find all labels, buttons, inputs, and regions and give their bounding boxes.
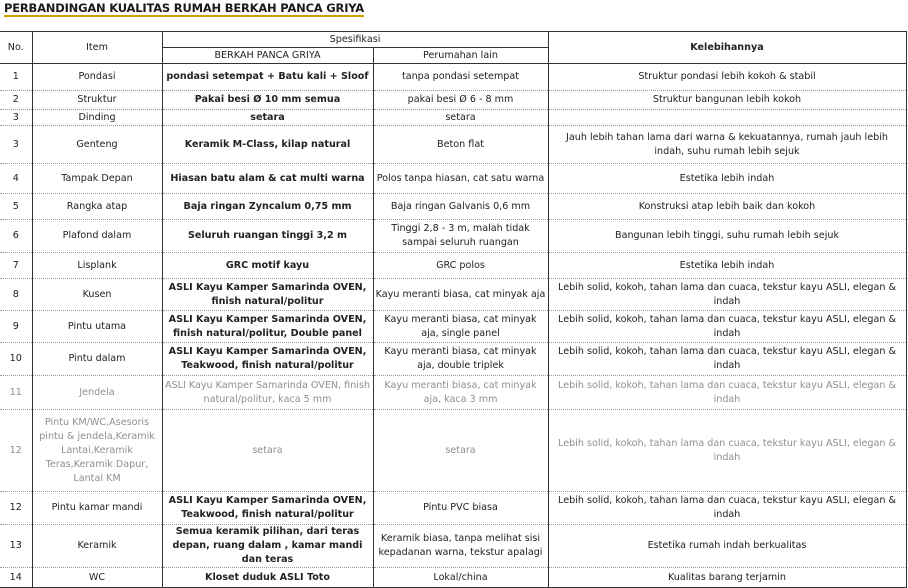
row-lain: Keramik biasa, tanpa melihat sisi kepadanan warna, tekstur apalagi <box>373 525 548 568</box>
header-no: No. <box>0 32 32 64</box>
row-bpg: Kloset duduk ASLI Toto <box>162 568 373 588</box>
row-no: 6 <box>0 220 32 253</box>
row-no: 3 <box>0 126 32 164</box>
row-kelebihan: Kualitas barang terjamin <box>548 568 906 588</box>
row-lain: Kayu meranti biasa, cat minyak aja, single panel <box>373 311 548 343</box>
row-kelebihan: Estetika rumah indah berkualitas <box>548 525 906 568</box>
row-no: 5 <box>0 194 32 220</box>
row-kelebihan <box>548 110 906 126</box>
table-row <box>0 220 906 253</box>
row-bpg: Pakai besi Ø 10 mm semua <box>162 91 373 110</box>
table-row <box>0 279 906 311</box>
row-item: Pintu kamar mandi <box>32 492 162 525</box>
row-no: 12 <box>0 410 32 492</box>
row-item: Kusen <box>32 279 162 311</box>
row-bpg: setara <box>162 110 373 126</box>
table-row <box>0 492 906 525</box>
row-lain: pakai besi Ø 6 - 8 mm <box>373 91 548 110</box>
row-kelebihan: Estetika lebih indah <box>548 253 906 279</box>
row-bpg: pondasi setempat + Batu kali + Sloof <box>162 64 373 91</box>
row-kelebihan: Jauh lebih tahan lama dari warna & kekuatannya, rumah jauh lebih indah, suhu rumah lebih sejuk <box>548 126 906 164</box>
row-item: Genteng <box>32 126 162 164</box>
header-kelebihan: Kelebihannya <box>548 32 906 64</box>
row-bpg: GRC motif kayu <box>162 253 373 279</box>
table-row <box>0 311 906 343</box>
row-bpg: setara <box>162 410 373 492</box>
row-item: Pintu dalam <box>32 343 162 376</box>
row-bpg: Seluruh ruangan tinggi 3,2 m <box>162 220 373 253</box>
table-row <box>0 194 906 220</box>
row-kelebihan: Lebih solid, kokoh, tahan lama dan cuaca, tekstur kayu ASLI, elegan & indah <box>548 410 906 492</box>
row-bpg: ASLI Kayu Kamper Samarinda OVEN, Teakwood, finish natural/politur <box>162 492 373 525</box>
page-title: PERBANDINGAN KUALITAS RUMAH BERKAH PANCA GRIYA <box>4 1 365 15</box>
table-row <box>0 126 906 164</box>
header-item: Item <box>32 32 162 64</box>
row-item: Pondasi <box>32 64 162 91</box>
row-lain: setara <box>373 410 548 492</box>
row-kelebihan: Estetika lebih indah <box>548 164 906 194</box>
table-row <box>0 525 906 568</box>
header-lain: Perumahan lain <box>373 48 548 64</box>
row-no: 12 <box>0 492 32 525</box>
header-bpg: BERKAH PANCA GRIYA <box>162 48 373 64</box>
row-kelebihan: Lebih solid, kokoh, tahan lama dan cuaca, tekstur kayu ASLI, elegan & indah <box>548 376 906 410</box>
row-bpg: ASLI Kayu Kamper Samarinda OVEN, Teakwood, finish natural/politur <box>162 343 373 376</box>
row-kelebihan: Lebih solid, kokoh, tahan lama dan cuaca, tekstur kayu ASLI, elegan & indah <box>548 343 906 376</box>
row-no: 14 <box>0 568 32 588</box>
row-item: Pintu utama <box>32 311 162 343</box>
row-lain: Tinggi 2,8 - 3 m, malah tidak sampai seluruh ruangan <box>373 220 548 253</box>
row-lain: setara <box>373 110 548 126</box>
row-lain: Polos tanpa hiasan, cat satu warna <box>373 164 548 194</box>
row-lain: Pintu PVC biasa <box>373 492 548 525</box>
table-row <box>0 64 906 91</box>
comparison-table <box>0 31 907 588</box>
row-bpg: Hiasan batu alam & cat multi warna <box>162 164 373 194</box>
row-no: 2 <box>0 91 32 110</box>
row-kelebihan: Struktur bangunan lebih kokoh <box>548 91 906 110</box>
row-lain: tanpa pondasi setempat <box>373 64 548 91</box>
row-lain: Kayu meranti biasa, cat minyak aja, kaca 3 mm <box>373 376 548 410</box>
row-item: Pintu KM/WC,Asesoris pintu & jendela,Keramik Lantai,Keramik Teras,Keramik Dapur, Lantai KM <box>32 410 162 492</box>
row-lain: GRC polos <box>373 253 548 279</box>
row-item: Tampak Depan <box>32 164 162 194</box>
row-bpg: ASLI Kayu Kamper Samarinda OVEN, finish natural/politur <box>162 279 373 311</box>
row-kelebihan: Struktur pondasi lebih kokoh & stabil <box>548 64 906 91</box>
row-bpg: Baja ringan Zyncalum 0,75 mm <box>162 194 373 220</box>
row-no: 8 <box>0 279 32 311</box>
row-bpg: ASLI Kayu Kamper Samarinda OVEN, finish natural/politur, Double panel <box>162 311 373 343</box>
header-spesifikasi: Spesifikasi <box>162 32 548 48</box>
table-row <box>0 91 906 110</box>
table-row <box>0 110 906 126</box>
table-row <box>0 164 906 194</box>
row-bpg: Keramik M-Class, kilap natural <box>162 126 373 164</box>
row-no: 3 <box>0 110 32 126</box>
row-item: Lisplank <box>32 253 162 279</box>
row-no: 13 <box>0 525 32 568</box>
row-no: 1 <box>0 64 32 91</box>
row-bpg: Semua keramik pilihan, dari teras depan, ruang dalam , kamar mandi dan teras <box>162 525 373 568</box>
row-item: Jendela <box>32 376 162 410</box>
row-lain: Beton flat <box>373 126 548 164</box>
row-bpg: ASLI Kayu Kamper Samarinda OVEN, finish natural/politur, kaca 5 mm <box>162 376 373 410</box>
row-item: Plafond dalam <box>32 220 162 253</box>
row-no: 7 <box>0 253 32 279</box>
row-no: 10 <box>0 343 32 376</box>
row-lain: Kayu meranti biasa, cat minyak aja, double triplek <box>373 343 548 376</box>
table-row <box>0 376 906 410</box>
row-kelebihan: Bangunan lebih tinggi, suhu rumah lebih sejuk <box>548 220 906 253</box>
row-lain: Lokal/china <box>373 568 548 588</box>
row-item: Struktur <box>32 91 162 110</box>
table-row <box>0 410 906 492</box>
row-item: Rangka atap <box>32 194 162 220</box>
row-item: WC <box>32 568 162 588</box>
row-lain: Kayu meranti biasa, cat minyak aja <box>373 279 548 311</box>
row-lain: Baja ringan Galvanis 0,6 mm <box>373 194 548 220</box>
row-no: 11 <box>0 376 32 410</box>
row-no: 9 <box>0 311 32 343</box>
row-kelebihan: Lebih solid, kokoh, tahan lama dan cuaca, tekstur kayu ASLI, elegan & indah <box>548 279 906 311</box>
row-item: Keramik <box>32 525 162 568</box>
row-kelebihan: Konstruksi atap lebih baik dan kokoh <box>548 194 906 220</box>
table-row <box>0 253 906 279</box>
row-item: Dinding <box>32 110 162 126</box>
table-row <box>0 343 906 376</box>
row-kelebihan: Lebih solid, kokoh, tahan lama dan cuaca, tekstur kayu ASLI, elegan & indah <box>548 311 906 343</box>
row-kelebihan: Lebih solid, kokoh, tahan lama dan cuaca, tekstur kayu ASLI, elegan & indah <box>548 492 906 525</box>
row-no: 4 <box>0 164 32 194</box>
